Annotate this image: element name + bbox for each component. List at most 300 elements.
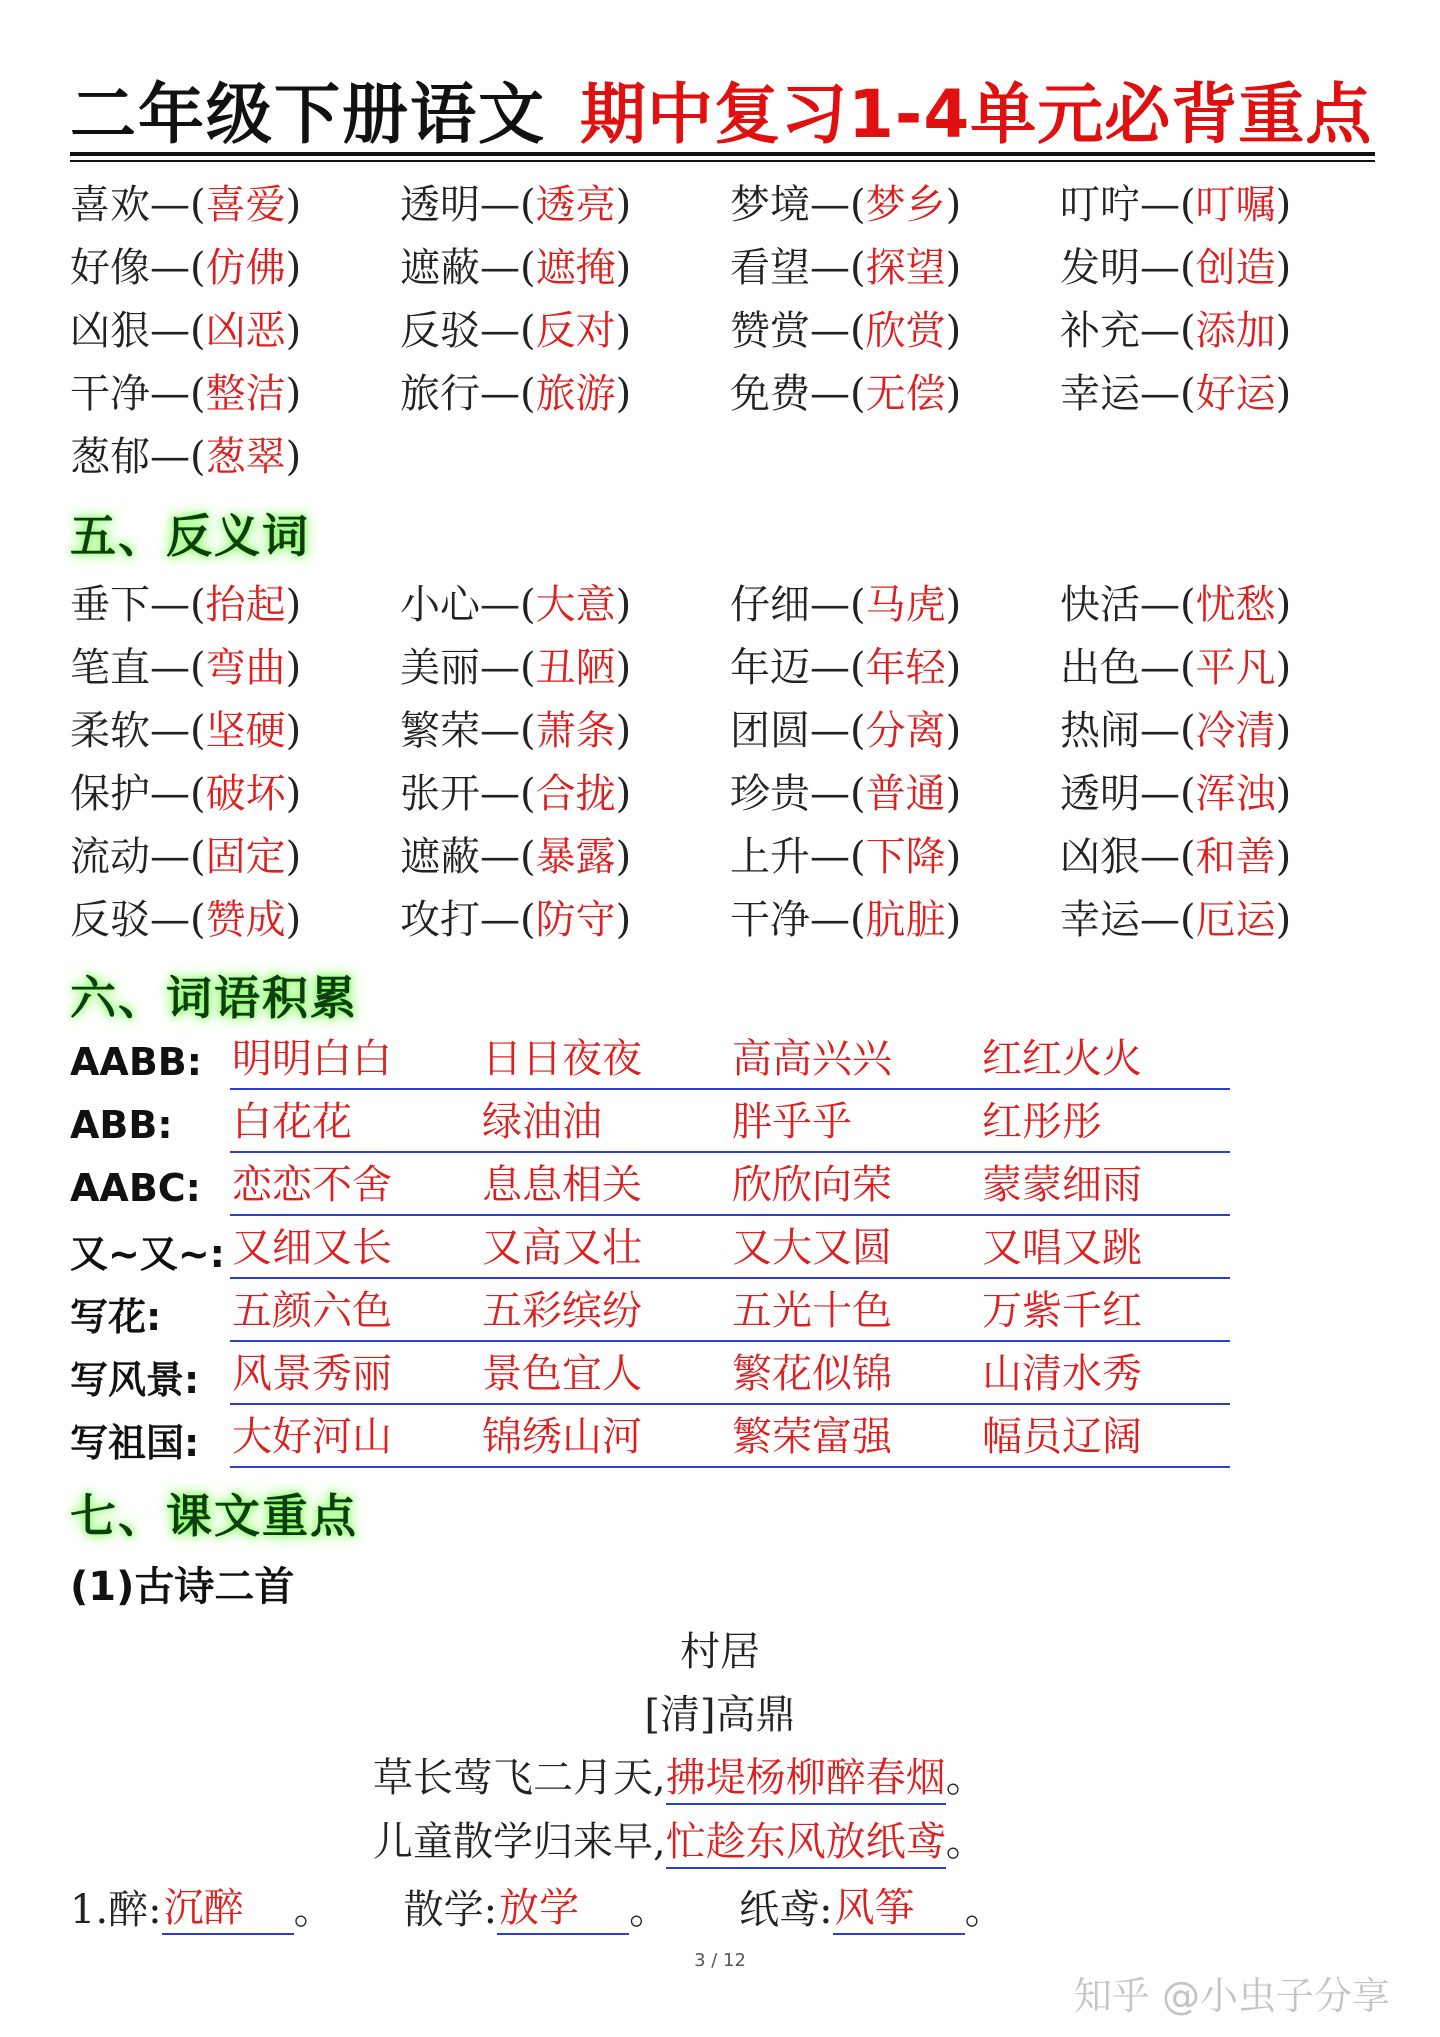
accumulation-item: 锦绣山河 (482, 1413, 642, 1460)
antonym-close: ) (1275, 708, 1292, 754)
accumulation-label: 写风景: (70, 1358, 200, 1402)
antonym-dash: —( (810, 708, 866, 754)
antonym-answer: 平凡 (1195, 645, 1276, 691)
antonym-word: 透明 (1060, 771, 1140, 817)
accumulation-item: 恋恋不舍 (232, 1161, 392, 1208)
antonym-answer: 冷清 (1195, 708, 1276, 754)
synonym-answer: 反对 (535, 308, 616, 354)
antonym-answer: 浑浊 (1195, 771, 1276, 817)
antonym-close: ) (615, 708, 632, 754)
synonym-word: 看望 (730, 245, 810, 291)
antonym-dash: —( (480, 582, 536, 628)
accumulation-item: 景色宜人 (482, 1350, 642, 1397)
antonym-answer: 萧条 (535, 708, 616, 754)
antonym-pair (400, 888, 730, 945)
antonym-dash: —( (810, 897, 866, 943)
antonym-close: ) (285, 897, 302, 943)
question-answer-1: 沉醉 (162, 1876, 294, 1935)
poem-line-2-end: 。 (945, 1819, 986, 1865)
antonym-close: ) (285, 582, 302, 628)
accumulation-item: 幅员辽阔 (982, 1413, 1142, 1460)
synonym-word: 遮蔽 (400, 245, 480, 291)
poem-author: [清]高鼎 (644, 1692, 796, 1738)
antonym-word: 仔细 (730, 582, 810, 628)
synonym-pair (400, 299, 730, 356)
synonym-pair (400, 173, 730, 230)
antonym-word: 笔直 (70, 645, 150, 691)
antonym-row (70, 570, 1390, 633)
antonym-pair (730, 573, 1060, 630)
synonym-word: 透明 (400, 182, 480, 228)
question-answer-2: 放学 (497, 1876, 629, 1935)
accumulation-item: 胖乎乎 (732, 1098, 852, 1145)
synonym-close: ) (285, 434, 302, 480)
antonym-pair (730, 699, 1060, 756)
subsection-title: (1)古诗二首 (70, 1564, 295, 1610)
synonym-pair (730, 173, 1060, 230)
poem-line-1 (373, 1746, 986, 1803)
antonym-close: ) (285, 834, 302, 880)
antonym-dash: —( (150, 582, 206, 628)
synonym-dash: —( (1140, 182, 1196, 228)
antonym-word: 珍贵 (730, 771, 810, 817)
synonym-close: ) (945, 371, 962, 417)
accumulation-item: 山清水秀 (982, 1350, 1142, 1397)
synonym-word: 干净 (70, 371, 150, 417)
synonym-close: ) (285, 245, 302, 291)
accumulation-label: ABB: (70, 1102, 173, 1147)
synonym-answer: 好运 (1195, 371, 1276, 417)
accumulation-underline (230, 1034, 1230, 1090)
antonym-word: 流动 (70, 834, 150, 880)
antonym-dash: —( (480, 897, 536, 943)
accumulation-underline (230, 1160, 1230, 1216)
antonym-close: ) (1275, 897, 1292, 943)
question-item-3 (739, 1876, 1004, 1935)
antonym-close: ) (615, 834, 632, 880)
antonym-pair (70, 762, 400, 819)
antonym-dash: —( (150, 708, 206, 754)
accumulation-item: 繁荣富强 (732, 1413, 892, 1460)
antonym-pair (1060, 573, 1390, 630)
antonym-close: ) (1275, 771, 1292, 817)
antonym-pair (1060, 699, 1390, 756)
accumulation-label: AABB: (70, 1039, 202, 1084)
antonym-pair (70, 636, 400, 693)
accumulation-item: 五彩缤纷 (482, 1287, 642, 1334)
synonym-pair (70, 173, 400, 230)
section-title-accumulation: 六、词语积累 (70, 971, 358, 1025)
synonym-answer: 透亮 (535, 182, 616, 228)
synonym-word: 反驳 (400, 308, 480, 354)
synonym-answer: 叮嘱 (1195, 182, 1276, 228)
synonym-dash: —( (810, 308, 866, 354)
antonym-dash: —( (1140, 645, 1196, 691)
antonym-word: 攻打 (400, 897, 480, 943)
antonym-word: 柔软 (70, 708, 150, 754)
synonym-word: 发明 (1060, 245, 1140, 291)
antonym-row (70, 759, 1390, 822)
antonym-pair (70, 699, 400, 756)
antonym-row (70, 696, 1390, 759)
synonym-answer: 创造 (1195, 245, 1276, 291)
accumulation-item: 明明白白 (232, 1035, 392, 1082)
antonym-dash: —( (150, 897, 206, 943)
antonym-pair (1060, 636, 1390, 693)
accumulation-item: 大好河山 (232, 1413, 392, 1460)
accumulation-item: 蒙蒙细雨 (982, 1161, 1142, 1208)
synonym-close: ) (1275, 371, 1292, 417)
antonym-close: ) (945, 897, 962, 943)
antonym-close: ) (615, 645, 632, 691)
synonym-dash: —( (810, 371, 866, 417)
antonym-dash: —( (480, 708, 536, 754)
antonym-pair (730, 825, 1060, 882)
antonym-word: 美丽 (400, 645, 480, 691)
antonym-word: 遮蔽 (400, 834, 480, 880)
synonym-dash: —( (150, 371, 206, 417)
synonym-answer: 葱翠 (205, 434, 286, 480)
poem-line-1-answer: 拂堤杨柳醉春烟 (666, 1755, 946, 1805)
synonym-dash: —( (1140, 371, 1196, 417)
synonym-pair (1060, 236, 1390, 293)
synonym-word: 免费 (730, 371, 810, 417)
accumulation-row (70, 1219, 1320, 1282)
question-term-1: 1.醉: (70, 1887, 162, 1933)
accumulation-row (70, 1156, 1320, 1219)
antonym-pair (70, 573, 400, 630)
word-meaning-question (70, 1876, 1075, 1935)
question-term-2: 散学: (403, 1887, 498, 1933)
accumulation-row (70, 1030, 1320, 1093)
question-end-2: 。 (629, 1887, 670, 1933)
header-rule-thick (70, 152, 1375, 156)
accumulation-item: 又唱又跳 (982, 1224, 1142, 1271)
synonym-answer: 欣赏 (865, 308, 946, 354)
antonym-answer: 合拢 (535, 771, 616, 817)
accumulation-item: 红彤彤 (982, 1098, 1102, 1145)
synonym-grid (70, 170, 1390, 485)
title-red: 期中复习1-4单元必背重点 (580, 75, 1373, 153)
synonym-dash: —( (1140, 245, 1196, 291)
antonym-answer: 防守 (535, 897, 616, 943)
title-black: 二年级下册语文 (70, 75, 546, 153)
accumulation-item: 又细又长 (232, 1224, 392, 1271)
synonym-dash: —( (480, 371, 536, 417)
antonym-pair (70, 888, 400, 945)
antonym-pair (730, 762, 1060, 819)
accumulation-item: 绿油油 (482, 1098, 602, 1145)
antonym-row (70, 633, 1390, 696)
synonym-answer: 凶恶 (205, 308, 286, 354)
synonym-dash: —( (150, 434, 206, 480)
accumulation-item: 欣欣向荣 (732, 1161, 892, 1208)
question-item-2 (404, 1876, 669, 1935)
accumulation-row (70, 1282, 1320, 1345)
antonym-dash: —( (480, 834, 536, 880)
accumulation-item: 万紫千红 (982, 1287, 1142, 1334)
synonym-close: ) (615, 308, 632, 354)
antonym-answer: 固定 (205, 834, 286, 880)
antonym-word: 团圆 (730, 708, 810, 754)
synonym-close: ) (945, 308, 962, 354)
antonym-answer: 赞成 (205, 897, 286, 943)
accumulation-item: 白花花 (232, 1098, 352, 1145)
synonym-pair (70, 425, 412, 482)
synonym-close: ) (945, 182, 962, 228)
antonym-grid (70, 570, 1390, 948)
antonym-word: 出色 (1060, 645, 1140, 691)
antonym-dash: —( (1140, 582, 1196, 628)
antonym-word: 反驳 (70, 897, 150, 943)
poem-line-2 (373, 1810, 986, 1867)
antonym-answer: 下降 (865, 834, 946, 880)
antonym-close: ) (945, 708, 962, 754)
antonym-answer: 普通 (865, 771, 946, 817)
synonym-close: ) (615, 245, 632, 291)
antonym-word: 张开 (400, 771, 480, 817)
accumulation-underline (230, 1412, 1230, 1468)
antonym-answer: 丑陋 (535, 645, 616, 691)
section-title-antonyms: 五、反义词 (70, 509, 310, 563)
synonym-dash: —( (480, 182, 536, 228)
synonym-row (70, 170, 1390, 233)
question-term-3: 纸鸢: (739, 1887, 833, 1933)
synonym-dash: —( (150, 245, 206, 291)
synonym-close: ) (285, 182, 302, 228)
synonym-close: ) (1275, 245, 1292, 291)
page-header (70, 68, 1375, 153)
accumulation-row (70, 1093, 1320, 1156)
antonym-close: ) (285, 645, 302, 691)
accumulation-item: 红红火火 (982, 1035, 1142, 1082)
antonym-answer: 忧愁 (1195, 582, 1276, 628)
synonym-pair (400, 362, 730, 419)
antonym-row (70, 885, 1390, 948)
antonym-pair (1060, 825, 1390, 882)
antonym-answer: 抬起 (205, 582, 286, 628)
poem-line-1-end: 。 (945, 1755, 986, 1801)
question-end-1: 。 (293, 1887, 334, 1933)
antonym-pair (1060, 888, 1390, 945)
synonym-word: 赞赏 (730, 308, 810, 354)
accumulation-list (70, 1030, 1320, 1471)
accumulation-underline (230, 1286, 1230, 1342)
accumulation-underline (230, 1223, 1230, 1279)
accumulation-item: 风景秀丽 (232, 1350, 392, 1397)
synonym-word: 旅行 (400, 371, 480, 417)
accumulation-item: 高高兴兴 (732, 1035, 892, 1082)
accumulation-item: 日日夜夜 (482, 1035, 642, 1082)
synonym-word: 好像 (70, 245, 150, 291)
accumulation-item: 又大又圆 (732, 1224, 892, 1271)
accumulation-row (70, 1408, 1320, 1471)
synonym-close: ) (945, 245, 962, 291)
antonym-answer: 年轻 (865, 645, 946, 691)
header-rule-thin (70, 160, 1375, 162)
synonym-row (70, 422, 1390, 485)
synonym-row (70, 233, 1390, 296)
antonym-answer: 肮脏 (865, 897, 946, 943)
question-end-3: 。 (964, 1887, 1005, 1933)
synonym-word: 补充 (1060, 308, 1140, 354)
synonym-word: 葱郁 (70, 434, 150, 480)
antonym-word: 上升 (730, 834, 810, 880)
synonym-answer: 无偿 (865, 371, 946, 417)
synonym-pair (70, 236, 400, 293)
antonym-close: ) (945, 645, 962, 691)
accumulation-item: 息息相关 (482, 1161, 642, 1208)
antonym-close: ) (1275, 645, 1292, 691)
synonym-dash: —( (150, 182, 206, 228)
synonym-pair (730, 299, 1060, 356)
accumulation-label: 又~又~: (70, 1232, 225, 1276)
antonym-close: ) (1275, 582, 1292, 628)
antonym-word: 年迈 (730, 645, 810, 691)
antonym-close: ) (615, 582, 632, 628)
section-title-key-points: 七、课文重点 (70, 1489, 358, 1543)
antonym-pair (730, 636, 1060, 693)
accumulation-underline (230, 1349, 1230, 1405)
synonym-pair (70, 362, 400, 419)
antonym-dash: —( (150, 645, 206, 691)
antonym-dash: —( (810, 582, 866, 628)
antonym-answer: 弯曲 (205, 645, 286, 691)
antonym-answer: 马虎 (865, 582, 946, 628)
synonym-word: 幸运 (1060, 371, 1140, 417)
synonym-pair (730, 362, 1060, 419)
accumulation-item: 五光十色 (732, 1287, 892, 1334)
antonym-word: 保护 (70, 771, 150, 817)
watermark: 知乎 @小虫子分享 (1073, 1974, 1390, 2018)
antonym-close: ) (285, 771, 302, 817)
synonym-word: 喜欢 (70, 182, 150, 228)
antonym-answer: 分离 (865, 708, 946, 754)
antonym-word: 繁荣 (400, 708, 480, 754)
antonym-dash: —( (1140, 834, 1196, 880)
antonym-word: 幸运 (1060, 897, 1140, 943)
poem-line-2-answer: 忙趁东风放纸鸢 (666, 1819, 946, 1869)
antonym-close: ) (945, 771, 962, 817)
antonym-word: 垂下 (70, 582, 150, 628)
synonym-close: ) (285, 371, 302, 417)
antonym-close: ) (945, 582, 962, 628)
antonym-dash: —( (480, 771, 536, 817)
question-item-1 (70, 1876, 334, 1935)
synonym-close: ) (1275, 308, 1292, 354)
antonym-answer: 厄运 (1195, 897, 1276, 943)
poem-title: 村居 (680, 1629, 760, 1675)
synonym-close: ) (285, 308, 302, 354)
synonym-word: 叮咛 (1060, 182, 1140, 228)
page-number: 3 / 12 (694, 1950, 746, 1971)
antonym-answer: 暴露 (535, 834, 616, 880)
accumulation-item: 又高又壮 (482, 1224, 642, 1271)
poem-line-1-start: 草长莺飞二月天, (373, 1755, 666, 1801)
antonym-dash: —( (1140, 771, 1196, 817)
synonym-answer: 整洁 (205, 371, 286, 417)
accumulation-item: 五颜六色 (232, 1287, 392, 1334)
synonym-answer: 添加 (1195, 308, 1276, 354)
synonym-word: 梦境 (730, 182, 810, 228)
antonym-answer: 破坏 (205, 771, 286, 817)
antonym-pair (400, 636, 730, 693)
antonym-pair (70, 825, 400, 882)
antonym-word: 热闹 (1060, 708, 1140, 754)
synonym-pair (730, 236, 1060, 293)
antonym-dash: —( (810, 645, 866, 691)
question-answer-3: 风筝 (833, 1876, 965, 1935)
synonym-pair (1060, 173, 1390, 230)
antonym-dash: —( (810, 771, 866, 817)
synonym-dash: —( (1140, 308, 1196, 354)
antonym-close: ) (615, 897, 632, 943)
antonym-pair (400, 825, 730, 882)
antonym-word: 小心 (400, 582, 480, 628)
synonym-dash: —( (150, 308, 206, 354)
synonym-dash: —( (480, 308, 536, 354)
antonym-row (70, 822, 1390, 885)
antonym-close: ) (945, 834, 962, 880)
antonym-pair (730, 888, 1060, 945)
synonym-answer: 梦乡 (865, 182, 946, 228)
synonym-dash: —( (480, 245, 536, 291)
antonym-close: ) (1275, 834, 1292, 880)
antonym-pair (400, 762, 730, 819)
accumulation-row (70, 1345, 1320, 1408)
accumulation-label: 写花: (70, 1295, 162, 1339)
synonym-close: ) (1275, 182, 1292, 228)
antonym-dash: —( (810, 834, 866, 880)
antonym-close: ) (615, 771, 632, 817)
synonym-pair (70, 299, 400, 356)
synonym-pair (400, 236, 730, 293)
synonym-answer: 遮掩 (535, 245, 616, 291)
accumulation-label: AABC: (70, 1165, 201, 1210)
antonym-answer: 大意 (535, 582, 616, 628)
synonym-close: ) (615, 182, 632, 228)
antonym-dash: —( (150, 834, 206, 880)
antonym-dash: —( (480, 645, 536, 691)
synonym-answer: 旅游 (535, 371, 616, 417)
synonym-close: ) (615, 371, 632, 417)
synonym-row (70, 359, 1390, 422)
antonym-answer: 和善 (1195, 834, 1276, 880)
synonym-pair (1060, 299, 1390, 356)
poem-line-2-start: 儿童散学归来早, (373, 1819, 666, 1865)
antonym-close: ) (285, 708, 302, 754)
antonym-dash: —( (1140, 708, 1196, 754)
synonym-row (70, 296, 1390, 359)
synonym-word: 凶狠 (70, 308, 150, 354)
antonym-dash: —( (1140, 897, 1196, 943)
synonym-pair (1060, 362, 1390, 419)
antonym-pair (400, 573, 730, 630)
synonym-dash: —( (810, 182, 866, 228)
antonym-pair (400, 699, 730, 756)
synonym-answer: 仿佛 (205, 245, 286, 291)
accumulation-underline (230, 1097, 1230, 1153)
accumulation-item: 繁花似锦 (732, 1350, 892, 1397)
antonym-word: 凶狠 (1060, 834, 1140, 880)
antonym-word: 快活 (1060, 582, 1140, 628)
synonym-answer: 喜爱 (205, 182, 286, 228)
synonym-dash: —( (810, 245, 866, 291)
synonym-answer: 探望 (865, 245, 946, 291)
antonym-word: 干净 (730, 897, 810, 943)
antonym-dash: —( (150, 771, 206, 817)
accumulation-label: 写祖国: (70, 1421, 200, 1465)
